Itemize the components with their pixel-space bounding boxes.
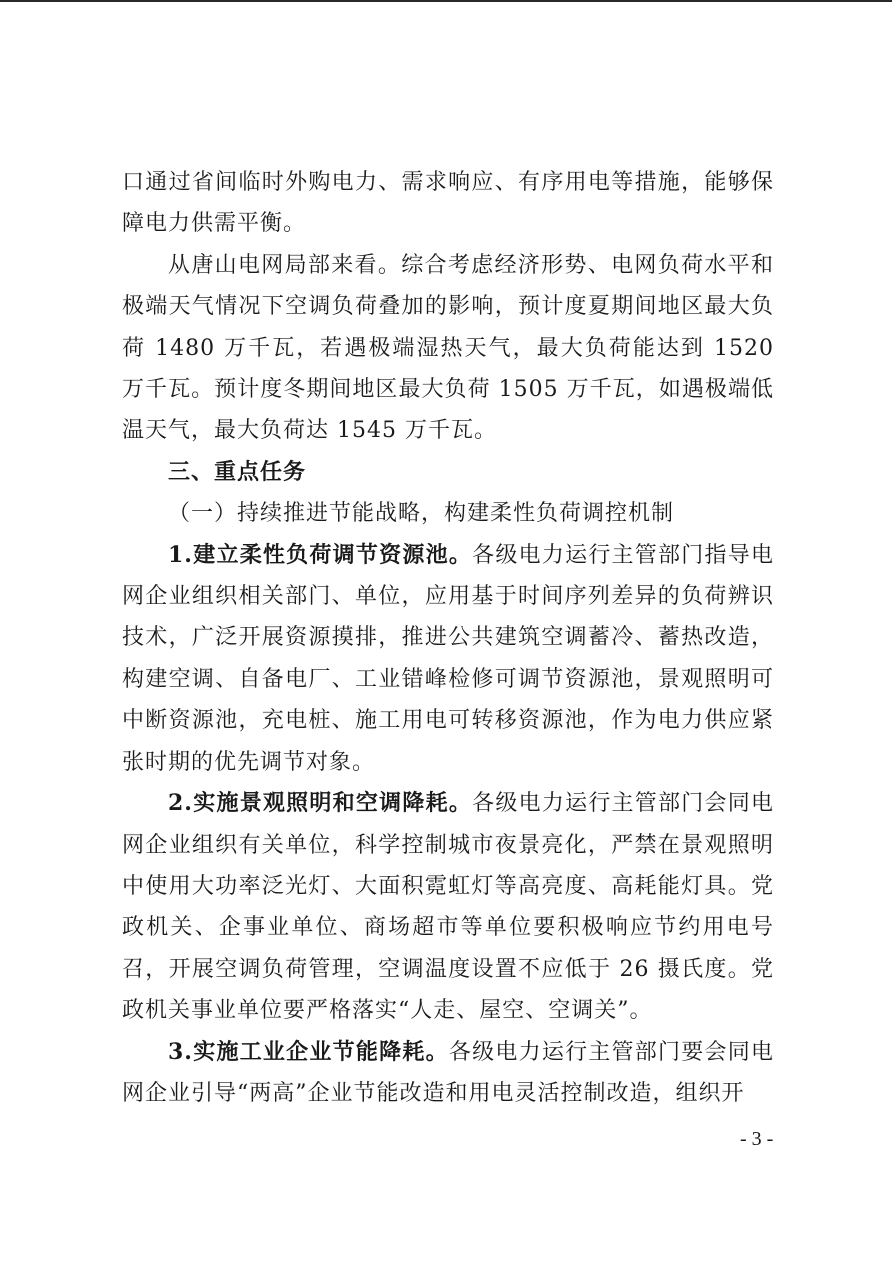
item-title-1: 1.建立柔性负荷调节资源池。: [168, 541, 473, 568]
item-body-2: 各级电力运行主管部门会同电网企业组织有关单位，科学控制城市夜景亮化，严禁在景观照明中使用大功率泛光灯、大面积霓虹灯等高亮度、高耗能灯具。党政机关、企事业单位、商场超市等单位要积极响应节约用电号召，开展空调负荷管理，空调温度设置不应低于 26 摄氏度。党政机关事业单位要严格落实“人走、屋空、空调关”。: [122, 791, 774, 1024]
item-body-3: 各级电力运行主管部门要会同电网企业引导“两高”企业节能改造和用电灵活控制改造，组织开: [122, 1039, 774, 1106]
page-number: - 3 -: [740, 1128, 774, 1150]
subsection-heading: （一）持续推进节能战略，构建柔性负荷调控机制: [168, 501, 675, 527]
item-title-2: 2.实施景观照明和空调降耗。: [168, 790, 473, 817]
item-paragraph-2: [122, 783, 774, 1031]
paragraph-continued: 口通过省间临时外购电力、需求响应、有序用电等措施，能够保障电力供需平衡。: [122, 170, 774, 237]
item-paragraph-3: [122, 1032, 774, 1115]
item-title-3: 3.实施工业企业节能降耗。: [168, 1038, 449, 1065]
section-heading: 三、重点任务: [168, 458, 307, 485]
top-border-line: [0, 0, 892, 2]
document-body: [122, 162, 774, 1114]
paragraph-tangshan-grid: 从唐山电网局部来看。综合考虑经济形势、电网负荷水平和极端天气情况下空调负荷叠加的影响，预计度夏期间地区最大负荷 1480 万千瓦，若遇极端湿热天气，最大负荷能达到 1520 万千瓦。预计度冬期间地区最大负荷 1505 万千瓦，如遇极端低温天气，最大负荷达 1545 万千瓦。: [122, 252, 774, 444]
item-body-1: 各级电力运行主管部门指导电网企业组织相关部门、单位，应用基于时间序列差异的负荷辨识技术，广泛开展资源摸排，推进公共建筑空调蓄冷、蓄热改造，构建空调、自备电厂、工业错峰检修可调节资源池，景观照明可中断资源池，充电桩、施工用电可转移资源池，作为电力供应紧张时期的优先调节对象。: [122, 542, 774, 775]
item-paragraph-1: [122, 535, 774, 783]
